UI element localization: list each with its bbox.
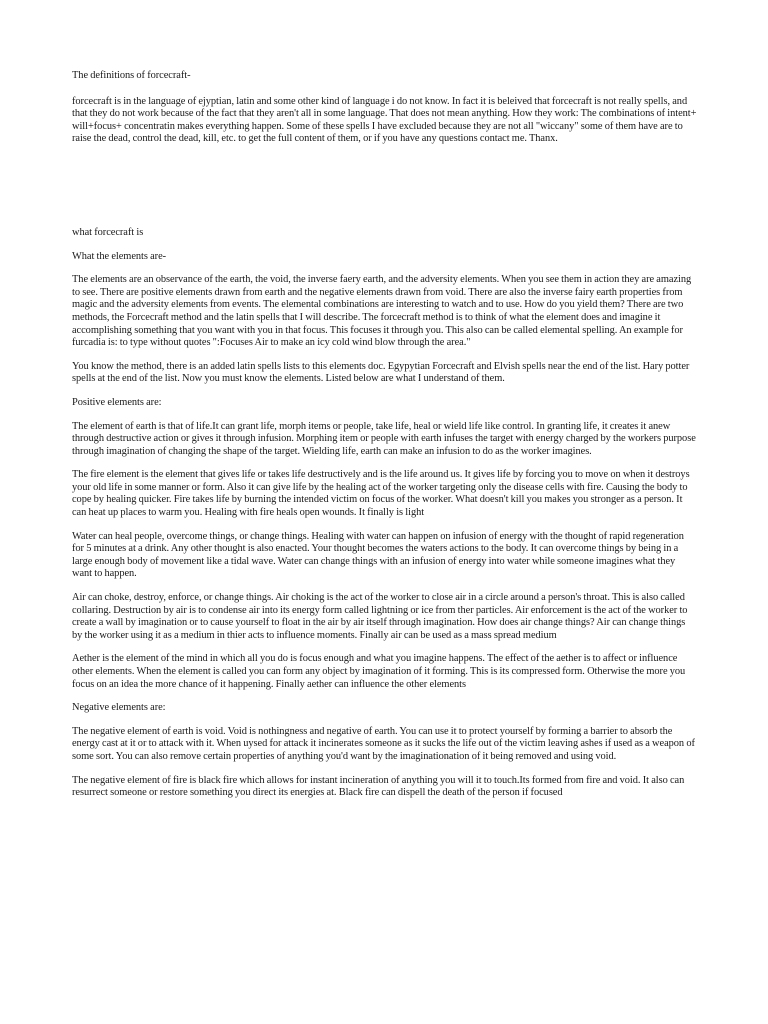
- method-paragraph: You know the method, there is an added latin spells lists to this elements doc. Egypytian Forcecraft and Elvish spells near the end of the list. Hary potter spells at the end of the list. Now you must know the elements. Listed below are what I understand of them.: [72, 360, 690, 385]
- section-heading-negative: Negative elements are:: [72, 702, 166, 714]
- fire-paragraph: The fire element is the element that gives life or takes life destructively and is the life around us. It gives life by forcing you to move on when it destroys your old life in some manner or form. Also it can give life by the healing act of the worker targeting only the disease cells with fire. Causing the body to cope by healing quicker. Fire takes life by burning the intended victim on focus of the worker. What doesn't kill you makes you stronger as a person. It can heat up places to warm you. Healing with fire heals open wounds. It finally is light: [72, 469, 690, 519]
- air-paragraph: Air can choke, destroy, enforce, or change things. Air choking is the act of the worker to close air in a circle around a person's throat. This is also called collaring. Destruction by air is to condense air into its energy form called lightning or ice from ther particles. Air enforcement is the act of the worker to create a wall by imagination or to cause yourself to float in the air by air itself through imagination. How does air change things? Air can change things by the worker using it as a medium in thier acts to influence moments. Finally air can be used as a mass spread medium: [72, 592, 688, 641]
- black-fire-paragraph: The negative element of fire is black fire which allows for instant incineration of anything you will it to touch.Its formed from fire and void. It also can resurrect someone or restore something you direct its energies at. Black fire can dispell the death of the person if focused: [72, 774, 685, 799]
- blank-space: [72, 157, 697, 227]
- earth-paragraph: The element of earth is that of life.It can grant life, morph items or people, take life, heal or wield life like control. In granting life, it creates it anew through destructive action or gives it through infusion. Morphing item or people with earth infuses the target with energy charged by the workers purpose through imagination of changing the shape of the target. Wielding life, earth can make an infusion to do as the worker imagines.: [72, 420, 696, 457]
- section-heading-positive: Positive elements are:: [72, 396, 162, 408]
- elements-paragraph: The elements are an observance of the earth, the void, the inverse faery earth, and the adversity elements. When you see them in action they are amazing to see. There are positive elements drawn from earth and the negative elements drawn from void. There are also the inverse fairy earth properties from magic and the adversity elements from events. The elemental combinations are interesting to watch and to use. How do you yield them? There are two methods, the Forcecraft method and the latin spells that I will describe. The forcecraft method is to think of what the element does and imagine it accomplishing something that you want with you in that focus. This focuses it through you. This also can be called elemental spelling. An example for furcadia is: to type without quotes ":Focuses Air to make an icy cold wind blow through the area.": [72, 274, 692, 349]
- void-paragraph: The negative element of earth is void. Void is nothingness and negative of earth. You can use it to protect yourself by forming a barrier to absorb the energy cast at it or to attack with it. When uysed for attack it incinerates someone as it sucks the life out of the victim leaving ashes if used as a weapon of some sort. You can also remove certain properties of anything you'd want by the imaginationation of it being removed and using void.: [72, 725, 695, 762]
- intro-paragraph: forcecraft is in the language of ejyptian, latin and some other kind of language i do not know. In fact it is beleived that forcecraft is not really spells, and that they do not work because of the fact that they aren't all in some language. That does not mean anything. How they work: The combinations of intent+ will+focus+ concentratin makes everything happen. Some of these spells I have excluded because they are not all "wiccany" some of them have are to raise the dead, control the dead, kill, etc. to get the full content of them, or if you have any questions contact me. Thanx.: [72, 95, 697, 145]
- document-page: [72, 70, 697, 811]
- section-heading-elements: What the elements are-: [72, 250, 167, 262]
- document-title: The definitions of forcecraft-: [72, 70, 191, 81]
- section-heading-what-forcecraft-is: what forcecraft is: [72, 226, 144, 238]
- aether-paragraph: Aether is the element of the mind in which all you do is focus enough and what you imagine happens. The effect of the aether is to affect or influence other elements. When the element is called you can form any object by imagination of it forming. This is its compressed form. Otherwise the more you focus on an idea the more chance of it happening. Finally aether can influence the other elements: [72, 653, 686, 690]
- water-paragraph: Water can heal people, overcome things, or change things. Healing with water can happen on infusion of energy with the thought of rapid regeneration for 5 minutes at a drink. Any other thought is also enacted. Your thought becomes the waters actions to the body. It can overcome things by being in a large enough body of movement like a tidal wave. Water can change things with an infusion of energy into water while someone imagines what they want to happen.: [72, 530, 684, 580]
